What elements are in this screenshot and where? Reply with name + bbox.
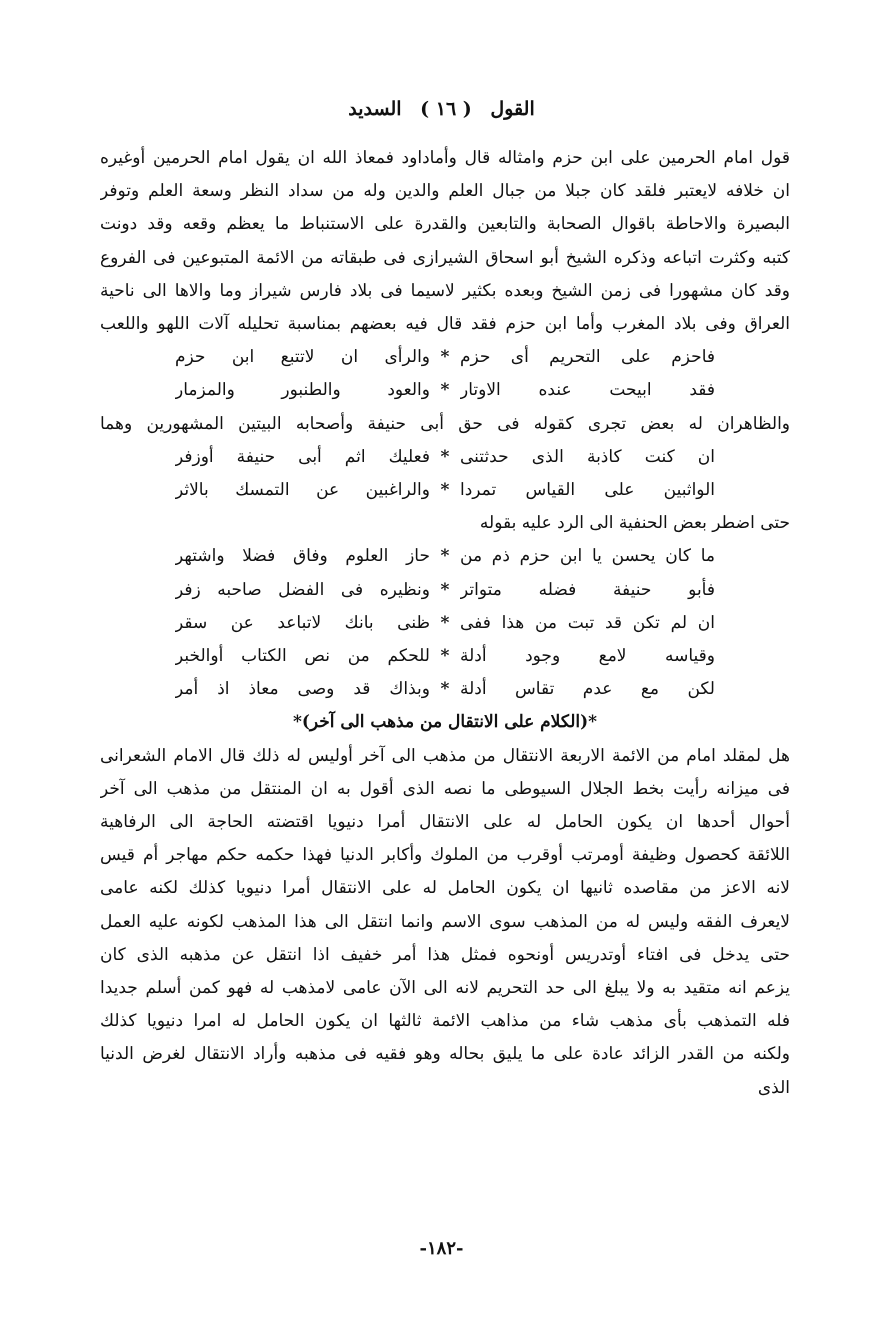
verse-first-hemistich: ما كان يحسن يا ابن حزم ذم من <box>460 546 715 567</box>
text-line: العراق وفى بلاد المغرب وأما ابن حزم فقد قال فيه بعضهم بمناسبة تحليله آلات اللهو واللعب <box>100 314 790 335</box>
verse-line <box>100 640 790 673</box>
text-line: وقد كان مشهورا فى زمن الشيخ وبعده بكثير لاسيما فى بلاد فارس شيراز وما والاها الى ناحية <box>100 280 790 301</box>
verse-first-hemistich: وقياسه لامع وجود أدلة <box>460 646 715 667</box>
verse-separator: * <box>440 646 450 667</box>
verse-separator: * <box>440 579 450 600</box>
verse-separator: * <box>440 347 450 368</box>
verse-second-hemistich: والعود والطنبور والمزمار <box>175 380 430 401</box>
verse-line <box>100 474 790 507</box>
text-line-last: الذى <box>757 1077 790 1098</box>
text-line: ولكنه من القدر الزائد عادة على ما يليق بحاله وهو فقيه فى مذهبه وأراد الانتقال لغرض الدنيا <box>100 1044 790 1065</box>
verse-line <box>100 374 790 407</box>
header-title-right: السديد <box>348 98 402 120</box>
verse-first-hemistich: لكن مع عدم تقاس أدلة <box>460 679 715 700</box>
verse-separator: * <box>440 679 450 700</box>
verse-second-hemistich: فعليك اثم أبى حنيفة أوزفر <box>175 446 430 467</box>
text-line: قول امام الحرمين على ابن حزم وامثاله قال وأماداود فمعاذ الله ان يقول امام الحرمين أوغيره <box>100 148 790 168</box>
text-line: كتبه وكثرت اتباعه وذكره الشيخ أبو اسحاق الشيرازى فى طبقاته من الائمة المتبوعين فى الفروع <box>100 247 790 268</box>
verse-second-hemistich: حاز العلوم وفاق فضلا واشتهر <box>175 546 430 567</box>
verse-separator: * <box>440 612 450 633</box>
verse-first-hemistich: ان كنت كاذبة الذى حدثتنى <box>460 446 715 467</box>
header-chapter-number: ( ١٦ ) <box>420 98 472 120</box>
text-line: والظاهران له بعض تجرى كقوله فى حق أبى حنيفة وأصحابه البيتين المشهورين وهما <box>100 413 790 434</box>
verse-second-hemistich: وبذاك قد وصى معاذ اذ أمر <box>175 679 430 700</box>
page-number: -١٨٢- <box>419 1238 464 1259</box>
verse-second-hemistich: ظنى بانك لاتباعد عن سقر <box>175 612 430 633</box>
header-title-left: القول <box>490 98 535 120</box>
verse-separator: * <box>440 446 450 467</box>
verse-line <box>100 673 790 706</box>
text-line: أحوال أحدها ان يكون الحامل له على الانتقال أمرا دنيويا اقتضته الحاجة الى الرفاهية <box>100 812 790 833</box>
verse-line <box>100 341 790 374</box>
verse-second-hemistich: والرأى ان لاتتبع ابن حزم <box>175 347 430 368</box>
page-header <box>0 96 883 122</box>
verse-first-hemistich: الواثبين على القياس تمردا <box>460 480 715 501</box>
verse-separator: * <box>440 546 450 567</box>
text-line: اللائقة كحصول وظيفة أومرتب أوقرب من الملوك وأكابر الدنيا فهذا حكمه حكم مهاجر أم قيس <box>100 845 790 866</box>
verse-first-hemistich: فاحزم على التحريم أى حزم <box>460 347 715 368</box>
verse-line <box>100 540 790 573</box>
text-line: لايعرف الفقه وليس له من المذهب سوى الاسم وانما انتقل الى هذا المذهب لكونه عليه العمل <box>100 911 790 932</box>
verse-separator: * <box>440 480 450 501</box>
section-heading: *(الكلام على الانتقال من مذهب الى آخر)* <box>292 712 598 733</box>
verse-first-hemistich: فأبو حنيفة فضله متواتر <box>460 579 715 600</box>
verse-second-hemistich: ونظيره فى الفضل صاحبه زفر <box>175 579 430 600</box>
verse-line <box>100 574 790 607</box>
text-line: هل لمقلد امام من الائمة الاربعة الانتقال من مذهب الى آخر أوليس له ذلك قال الامام الشعرانى <box>100 745 790 766</box>
page-body <box>100 142 790 1105</box>
verse-second-hemistich: للحكم من نص الكتاب أوالخبر <box>175 646 430 667</box>
text-line: ان خلافه لايعتبر فلقد كان جبلا من جبال العلم والدين وله من سداد النظر وسعة العلم وتوفر <box>100 181 790 202</box>
text-line: فى ميزانه رأيت بخط الجلال السيوطى ما نصه الذى أقول به ان المنتقل من مذهب الى آخر <box>100 778 790 799</box>
verse-first-hemistich: ان لم تكن قد تبت من هذا ففى <box>460 612 715 633</box>
verse-line <box>100 441 790 474</box>
text-line: يزعم انه متقيد به ولا يبلغ الى حد التحريم لانه الى الآن عامى لامذهب له فهو كمن أسلم جديدا <box>100 978 790 999</box>
text-line: لانه الاعز من مقاصده ثانيها ان يكون الحامل له على الانتقال أمرا دنيويا كذلك لكنه عامى <box>100 878 790 899</box>
verse-separator: * <box>440 380 450 401</box>
text-line: حتى يدخل فى افتاء أوتدريس أونحوه فمثل هذا أمر خفيف اذا انتقل عن مذهبه الذى كان <box>100 944 790 965</box>
verse-line <box>100 607 790 640</box>
text-line: حتى اضطر بعض الحنفية الى الرد عليه بقوله <box>479 513 790 534</box>
text-line: البصيرة والاحاطة باقوال الصحابة والتابعين والقدرة على الاستنباط ما يعظم وقعه وقد دونت <box>100 214 790 235</box>
verse-second-hemistich: والراغبين عن التمسك بالاثر <box>175 480 430 501</box>
verse-first-hemistich: فقد ابيحت عنده الاوتار <box>460 380 715 401</box>
text-line: فله التمذهب بأى مذهب شاء من مذاهب الائمة ثالثها ان يكون الحامل له امرا دنيويا كذلك <box>100 1011 790 1032</box>
